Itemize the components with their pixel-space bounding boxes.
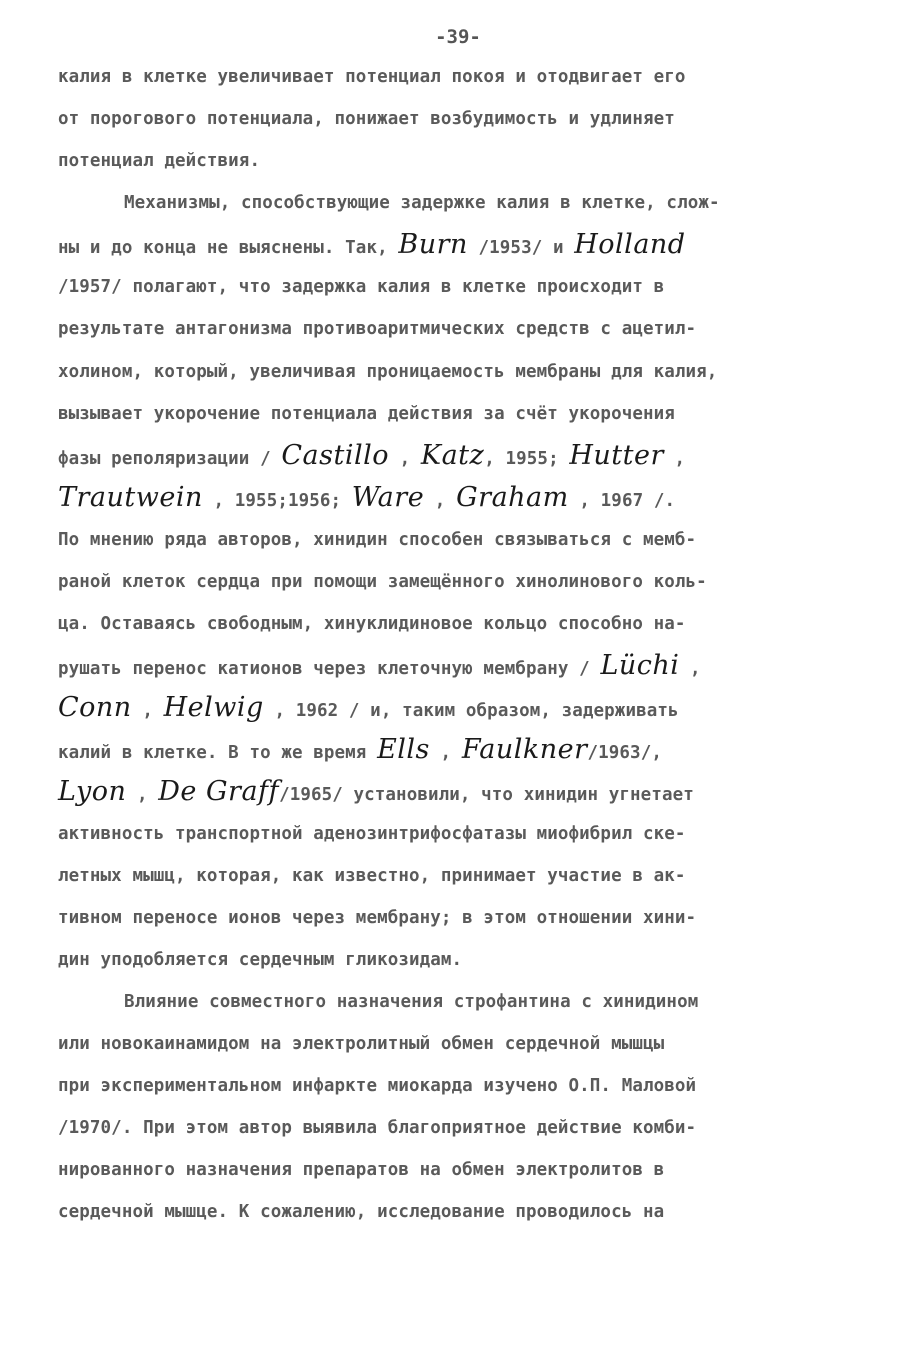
handwritten-name: Ware bbox=[351, 482, 425, 513]
text-line bbox=[124, 987, 698, 1017]
text-line bbox=[58, 693, 679, 723]
typed-text: /1963/, bbox=[587, 743, 662, 763]
typed-text: активность транспортной аденозинтрифосфатазы миофибрил ске- bbox=[58, 824, 686, 844]
typed-text: калий в клетке. В то же время bbox=[58, 743, 378, 763]
typed-text: от порогового потенциала, понижает возбудимость и удлиняет bbox=[58, 109, 675, 129]
typed-text: потенциал действия. bbox=[58, 151, 261, 171]
handwritten-name: Graham bbox=[456, 482, 569, 513]
typed-text: , 1955;1956; bbox=[202, 491, 352, 511]
typed-text: , 1962 / и, таким образом, задерживать bbox=[263, 701, 679, 721]
handwritten-name: Conn bbox=[58, 692, 132, 723]
typed-text: , bbox=[388, 449, 421, 469]
typed-text: при экспериментальном инфаркте миокарда изучено О.П. Маловой bbox=[58, 1076, 697, 1096]
handwritten-name: De Graff bbox=[158, 776, 280, 807]
typed-text: /1957/ полагают, что задержка калия в клетке происходит в bbox=[58, 277, 665, 297]
page-number: -39- bbox=[435, 26, 481, 48]
handwritten-name: Holland bbox=[574, 229, 686, 260]
typed-text: раной клеток сердца при помощи замещённого хинолинового коль- bbox=[58, 572, 707, 592]
typed-text: , 1967 /. bbox=[568, 491, 676, 511]
typed-text: , bbox=[424, 491, 457, 511]
typed-text: , bbox=[429, 743, 462, 763]
handwritten-name: Lüchi bbox=[600, 650, 680, 681]
typed-text: вызывает укорочение потенциала действия за счёт укорочения bbox=[58, 404, 675, 424]
text-line bbox=[58, 861, 686, 891]
text-line bbox=[58, 651, 701, 681]
handwritten-name: Ells bbox=[377, 734, 430, 765]
text-line bbox=[58, 483, 675, 513]
typed-text: ны и до конца не выяснены. Так, bbox=[58, 238, 399, 258]
text-line bbox=[58, 272, 664, 302]
text-line bbox=[58, 903, 696, 933]
text-line bbox=[58, 1029, 664, 1059]
text-line bbox=[58, 609, 686, 639]
text-line bbox=[58, 146, 260, 176]
typed-text: /1965/ установили, что хинидин угнетает bbox=[279, 785, 694, 805]
text-line bbox=[58, 1155, 664, 1185]
typed-text: /1953/ и bbox=[467, 238, 575, 258]
text-line bbox=[58, 314, 696, 344]
handwritten-name: Helwig bbox=[163, 692, 264, 723]
typed-text: /1970/. При этом автор выявила благоприятное действие комби- bbox=[58, 1118, 697, 1138]
text-line bbox=[58, 399, 675, 429]
typed-text: , 1955; bbox=[484, 449, 570, 469]
typed-text: , bbox=[131, 701, 164, 721]
typed-text: ца. Оставаясь свободным, хинуклидиновое кольцо способно на- bbox=[58, 614, 686, 634]
text-line bbox=[58, 62, 686, 92]
typed-text: Влияние совместного назначения строфантина с хинидином bbox=[124, 992, 699, 1012]
typed-text: результате антагонизма противоаритмических средств с ацетил- bbox=[58, 319, 697, 339]
text-line bbox=[58, 567, 707, 597]
typed-text: нированного назначения препаратов на обмен электролитов в bbox=[58, 1160, 665, 1180]
typed-text: , bbox=[679, 659, 701, 679]
handwritten-name: Burn bbox=[398, 229, 468, 260]
typed-text: фазы реполяризации / bbox=[58, 449, 282, 469]
text-line bbox=[58, 525, 696, 555]
text-line bbox=[58, 1113, 696, 1143]
text-line bbox=[58, 777, 694, 807]
typed-text: рушать перенос катионов через клеточную мембрану / bbox=[58, 659, 601, 679]
typed-text: Механизмы, способствующие задержке калия в клетке, слож- bbox=[124, 193, 720, 213]
text-line bbox=[58, 104, 675, 134]
typed-text: тивном переносе ионов через мембрану; в этом отношении хини- bbox=[58, 908, 697, 928]
handwritten-name: Hutter bbox=[569, 440, 664, 471]
text-line bbox=[58, 357, 717, 387]
text-line bbox=[58, 735, 662, 765]
typed-text: летных мышц, которая, как известно, принимает участие в ак- bbox=[58, 866, 686, 886]
typed-text: холином, который, увеличивая проницаемость мембраны для калия, bbox=[58, 362, 718, 382]
text-line bbox=[58, 945, 462, 975]
text-line bbox=[124, 188, 720, 218]
typed-text: сердечной мышце. К сожалению, исследование проводилось на bbox=[58, 1202, 665, 1222]
typed-text: или новокаинамидом на электролитный обмен сердечной мышцы bbox=[58, 1034, 665, 1054]
typed-text: , bbox=[126, 785, 159, 805]
typed-text: дин уподобляется сердечным гликозидам. bbox=[58, 950, 463, 970]
handwritten-name: Castillo bbox=[281, 440, 389, 471]
text-line bbox=[58, 230, 686, 260]
text-line bbox=[58, 441, 685, 471]
typed-text: калия в клетке увеличивает потенциал покоя и отодвигает его bbox=[58, 67, 686, 87]
handwritten-name: Trautwein bbox=[58, 482, 203, 513]
handwritten-name: Katz bbox=[420, 440, 485, 471]
typed-text: , bbox=[663, 449, 686, 469]
typed-text: По мнению ряда авторов, хинидин способен связываться с мемб- bbox=[58, 530, 697, 550]
handwritten-name: Faulkner bbox=[461, 734, 588, 765]
handwritten-name: Lyon bbox=[58, 776, 127, 807]
text-line bbox=[58, 1071, 696, 1101]
text-line bbox=[58, 1197, 664, 1227]
text-line bbox=[58, 819, 686, 849]
